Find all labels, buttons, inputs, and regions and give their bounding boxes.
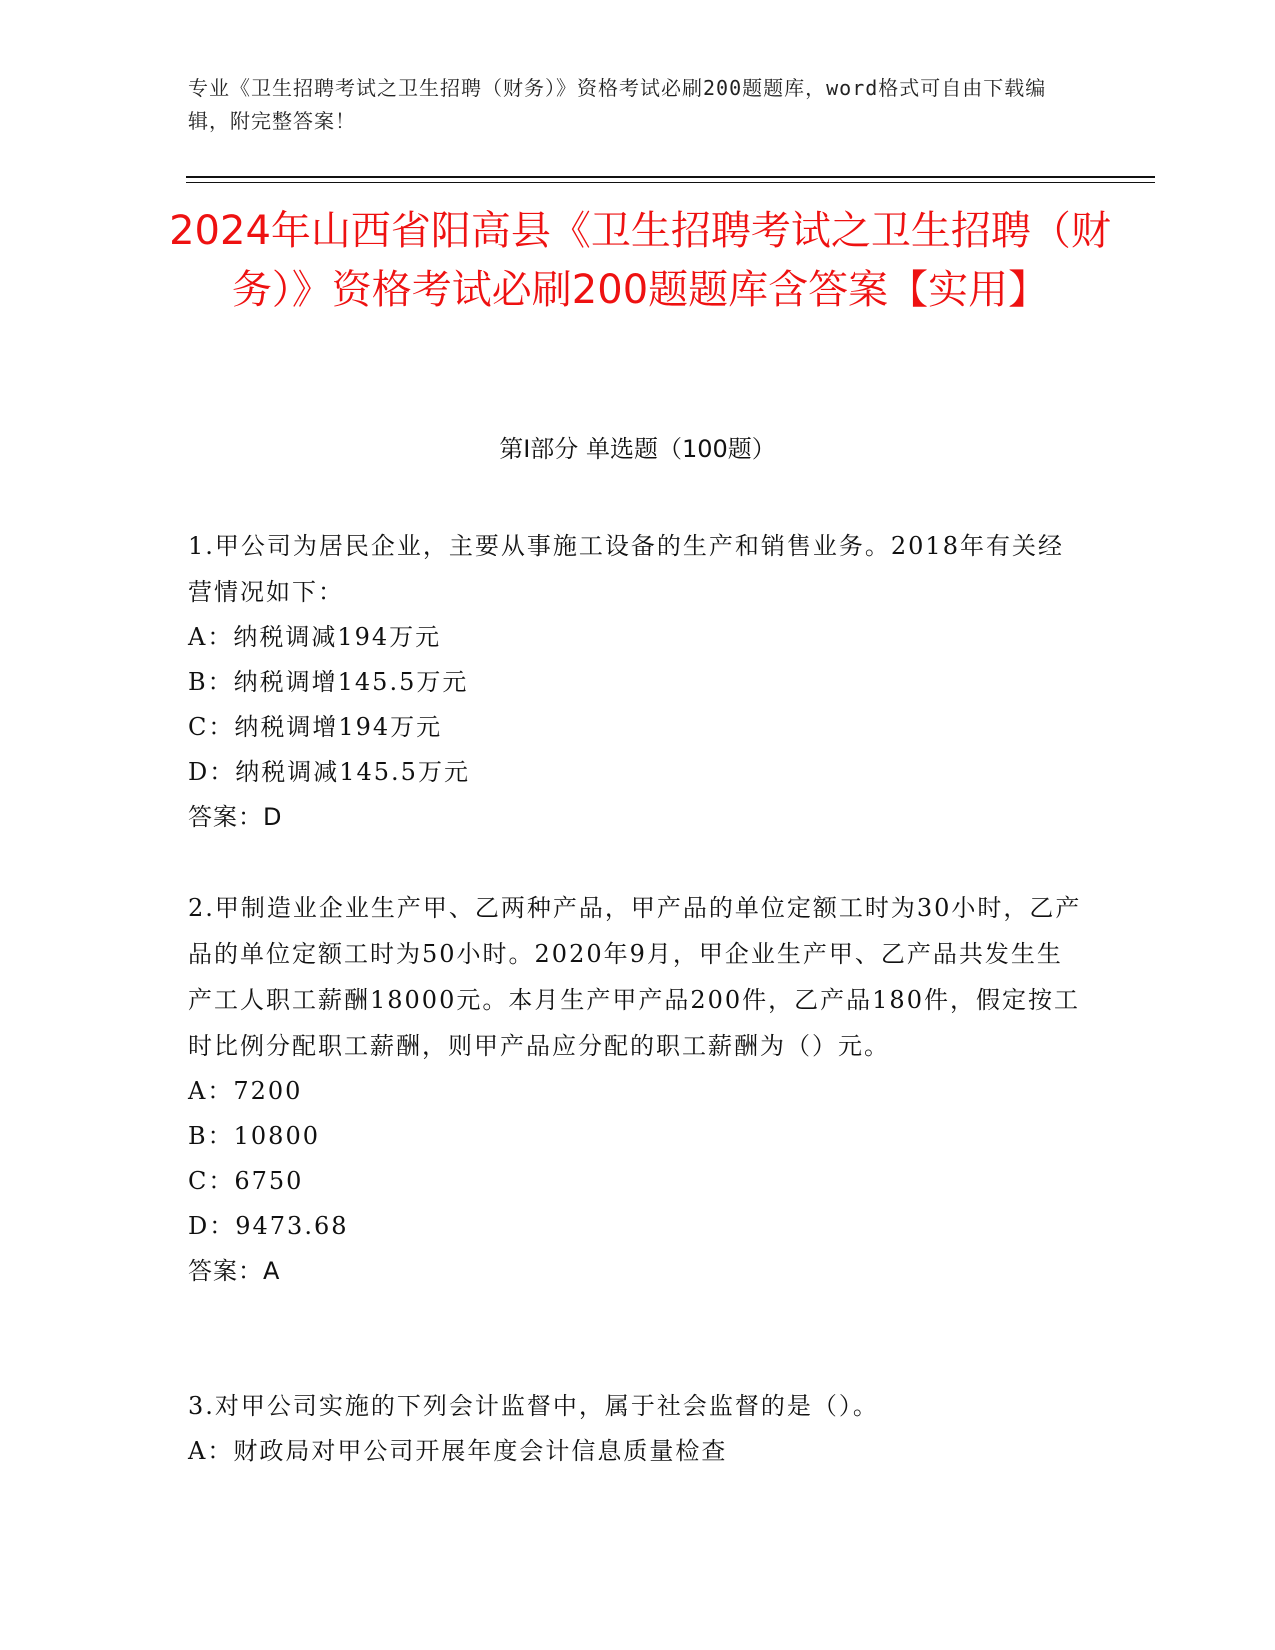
question-stem: 1.甲公司为居民企业，主要从事施工设备的生产和销售业务。2018年有关经营情况如下： bbox=[188, 532, 1064, 606]
header-divider-thick bbox=[186, 176, 1155, 178]
option-a: A：纳税调减194万元 bbox=[188, 623, 442, 651]
option-d: D：纳税调减145.5万元 bbox=[188, 758, 470, 786]
option-b: B：纳税调增145.5万元 bbox=[188, 668, 469, 696]
question-stem: 2.甲制造业企业生产甲、乙两种产品，甲产品的单位定额工时为30小时，乙产品的单位定额工时为50小时。2020年9月，甲企业生产甲、乙产品共发生生产工人职工薪酬18000元。本月生产甲产品200件，乙产品180件，假定按工时比例分配职工薪酬，则甲产品应分配的职工薪酬为（）元。 bbox=[188, 894, 1082, 1060]
question-2 bbox=[188, 885, 1088, 1294]
answer: 答案：A bbox=[188, 1257, 281, 1285]
question-stem: 3.对甲公司实施的下列会计监督中，属于社会监督的是（）。 bbox=[188, 1392, 879, 1420]
option-c: C：6750 bbox=[188, 1167, 304, 1195]
question-1 bbox=[188, 523, 1088, 840]
header-note: 专业《卫生招聘考试之卫生招聘（财务）》资格考试必刷200题题库，word格式可自由下载编辑，附完整答案！ bbox=[188, 76, 1047, 133]
option-c: C：纳税调增194万元 bbox=[188, 713, 443, 741]
option-d: D：9473.68 bbox=[188, 1212, 349, 1240]
answer: 答案：D bbox=[188, 803, 283, 831]
option-a: A：7200 bbox=[188, 1077, 303, 1105]
header-divider-thin bbox=[186, 182, 1155, 183]
option-a: A：财政局对甲公司开展年度会计信息质量检查 bbox=[188, 1437, 728, 1465]
document-title: 2024年山西省阳高县《卫生招聘考试之卫生招聘（财务）》资格考试必刷200题题库含答案【实用】 bbox=[169, 208, 1111, 313]
option-b: B：10800 bbox=[188, 1122, 320, 1150]
question-3 bbox=[188, 1383, 1088, 1474]
section-heading: 第I部分 单选题（100题） bbox=[499, 435, 776, 463]
